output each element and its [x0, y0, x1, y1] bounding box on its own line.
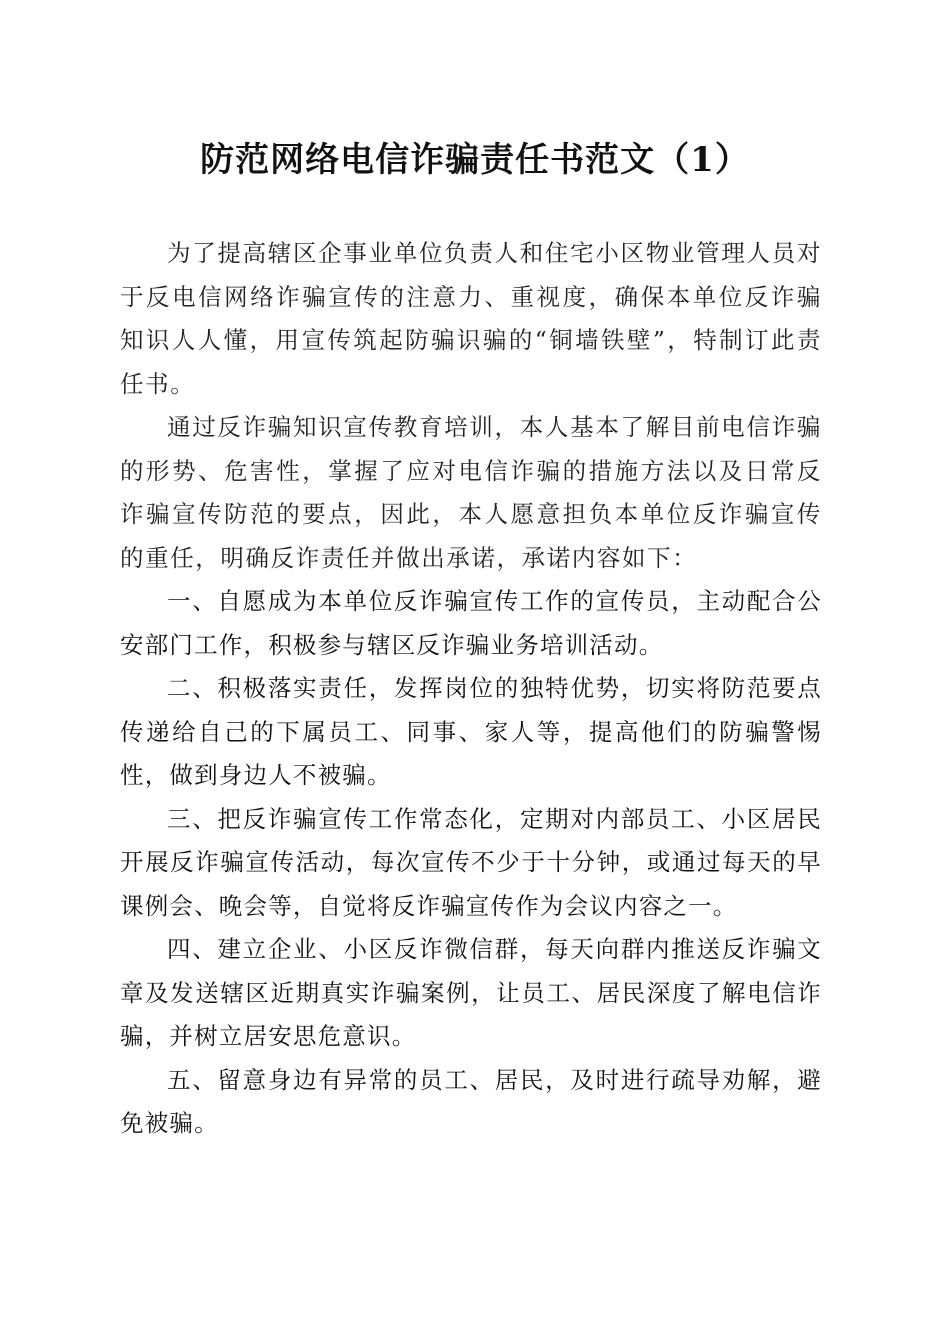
- document-body: [120, 232, 822, 1146]
- paragraph-item-1: 一、自愿成为本单位反诈骗宣传工作的宣传员，主动配合公安部门工作，积极参与辖区反诈骗业务培训活动。: [120, 587, 822, 659]
- paragraph-item-5: 五、留意身边有异常的员工、居民，及时进行疏导劝解，避免被骗。: [120, 1065, 822, 1137]
- paragraph-item-2: 二、积极落实责任，发挥岗位的独特优势，切实将防范要点传递给自己的下属员工、同事、家人等，提高他们的防骗警惕性，做到身边人不被骗。: [120, 674, 822, 789]
- paragraph-item-3: 三、把反诈骗宣传工作常态化，定期对内部员工、小区居民开展反诈骗宣传活动，每次宣传不少于十分钟，或通过每天的早课例会、晚会等，自觉将反诈骗宣传作为会议内容之一。: [120, 804, 822, 920]
- paragraph-item-4: 四、建立企业、小区反诈微信群，每天向群内推送反诈骗文章及发送辖区近期真实诈骗案例，让员工、居民深度了解电信诈骗，并树立居安思危意识。: [120, 935, 822, 1050]
- page-title: 防范网络电信诈骗责任书范文（1）: [200, 140, 750, 180]
- paragraph-commitment: 通过反诈骗知识宣传教育培训，本人基本了解目前电信诈骗的形势、危害性，掌握了应对电信诈骗的措施方法以及日常反诈骗宣传防范的要点，因此，本人愿意担负本单位反诈骗宣传的重任，明确反诈责任并做出承诺，承诺内容如下：: [120, 413, 822, 572]
- paragraph-intro: 为了提高辖区企事业单位负责人和住宅小区物业管理人员对于反电信网络诈骗宣传的注意力、重视度，确保本单位反诈骗知识人人懂，用宣传筑起防骗识骗的“铜墙铁壁”，特制订此责任书。: [120, 239, 822, 398]
